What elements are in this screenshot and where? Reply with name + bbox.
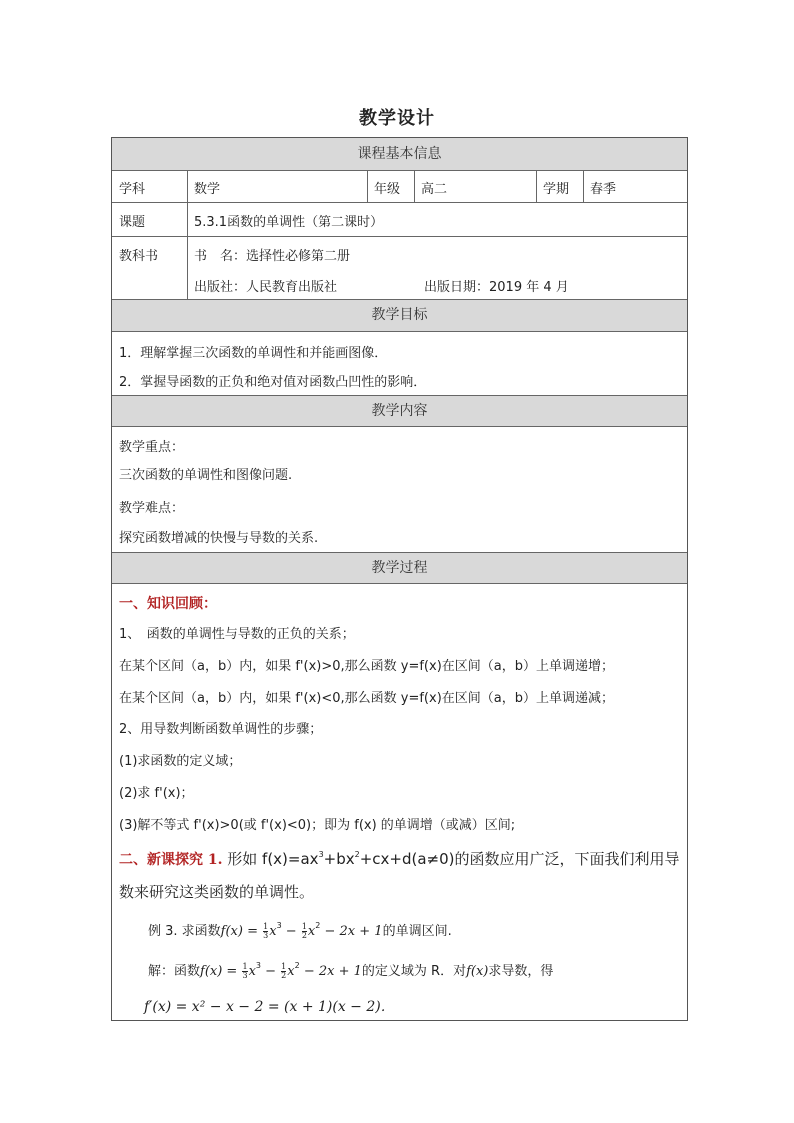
book-name: 书 名：选择性必修第二册 [194,249,351,264]
review-line: 2、用导数判断函数单调性的步骤； [119,722,323,737]
review-line: 在某个区间（a，b）内，如果 f'(x)<0,那么函数 y=f(x)在区间（a，b）上单调递减； [119,691,614,706]
frac-numerator: 1 [263,922,269,931]
term-x: x [287,964,295,979]
exp-2: 2 [315,921,321,930]
cubic-exp-2: 2 [354,850,360,859]
section-basic-info: 课程基本信息 [112,138,687,170]
cubic-form-c: +cx+d(a≠0)的函数应用广泛，下面我们利用导 [359,850,680,868]
review-heading: 一、知识回顾： [119,596,217,612]
example-3 [148,920,452,940]
new-lesson-heading: 二、新课探究 1. [119,852,223,868]
frac-numerator: 1 [281,962,287,971]
review-line: 在某个区间（a，b）内，如果 f'(x)>0,那么函数 y=f(x)在区间（a，b）上单调递增； [119,659,614,674]
minus-sign: − [281,924,301,939]
key-point-label: 教学重点： [119,440,185,455]
new-lesson-line-2: 数来研究这类函数的单调性。 [119,883,315,901]
subject-value: 数学 [194,182,221,197]
solution-suffix: 的定义域为 R．对 [361,964,467,979]
term-x: x [269,924,277,939]
publish-date: 出版日期：2019 年 4 月 [424,280,569,295]
example-prefix: 例 3. 求函数 [148,924,221,939]
function-fx-short: f(x) [466,964,489,979]
section-content: 教学内容 [112,396,687,426]
term-value: 春季 [590,182,617,197]
derivative-line: f′(x) = x² − x − 2 = (x + 1)(x − 2)． [144,999,395,1015]
exp-3: 3 [255,961,261,970]
frac-numerator: 1 [301,922,307,931]
goal-item: 2．掌握导函数的正负和绝对值对函数凸凹性的影响． [119,375,427,390]
frac-denominator: 3 [263,931,269,940]
difficulty-text: 探究函数增减的快慢与导数的关系. [119,531,319,546]
exp-2: 2 [294,961,300,970]
publisher: 出版社：人民教育出版社 [194,280,338,295]
function-fx: f(x) = [200,964,242,979]
section-goals: 教学目标 [112,300,687,331]
term-label: 学期 [543,182,570,197]
goal-item: 1．理解掌握三次函数的单调性和并能画图像． [119,346,388,361]
topic-value: 5.3.1函数的单调性（第二课时） [194,215,384,230]
topic-label: 课题 [119,215,146,230]
section-process: 教学过程 [112,553,687,583]
key-point-text: 三次函数的单调性和图像问题. [119,468,293,483]
cubic-form-b: +bx [323,850,355,868]
lesson-plan-table [111,137,688,1021]
document-title: 教学设计 [359,108,435,129]
cubic-exp-3: 3 [318,850,324,859]
solution-end: 求导数，得 [488,964,554,979]
exp-3: 3 [276,921,282,930]
review-line: (2)求 f'(x)； [119,786,194,801]
term-tail: − 2x + 1 [320,924,383,939]
term-x: x [248,964,256,979]
frac-denominator: 2 [301,931,307,940]
frac-numerator: 1 [242,962,248,971]
solution-line [148,960,553,980]
grade-value: 高二 [421,182,448,197]
grade-label: 年级 [374,182,401,197]
review-line: (3)解不等式 f'(x)>0(或 f'(x)<0)；即为 f(x) 的单调增（或减）区间; [119,818,516,833]
term-x: x [307,924,316,939]
new-lesson-line [119,848,680,869]
example-suffix: 的单调区间. [382,924,452,939]
function-fx: f(x) = [220,924,263,939]
difficulty-label: 教学难点： [119,501,185,516]
review-line: 1、 函数的单调性与导数的正负的关系； [119,627,355,642]
solution-prefix: 解：函数 [148,964,201,979]
subject-label: 学科 [119,182,146,197]
textbook-label: 教科书 [119,249,159,264]
cubic-form-a: 形如 f(x)=ax [227,850,319,868]
minus-sign: − [261,964,281,979]
frac-denominator: 2 [281,971,287,980]
frac-denominator: 3 [242,971,248,980]
term-tail: − 2x + 1 [299,964,362,979]
review-line: (1)求函数的定义域； [119,754,242,769]
